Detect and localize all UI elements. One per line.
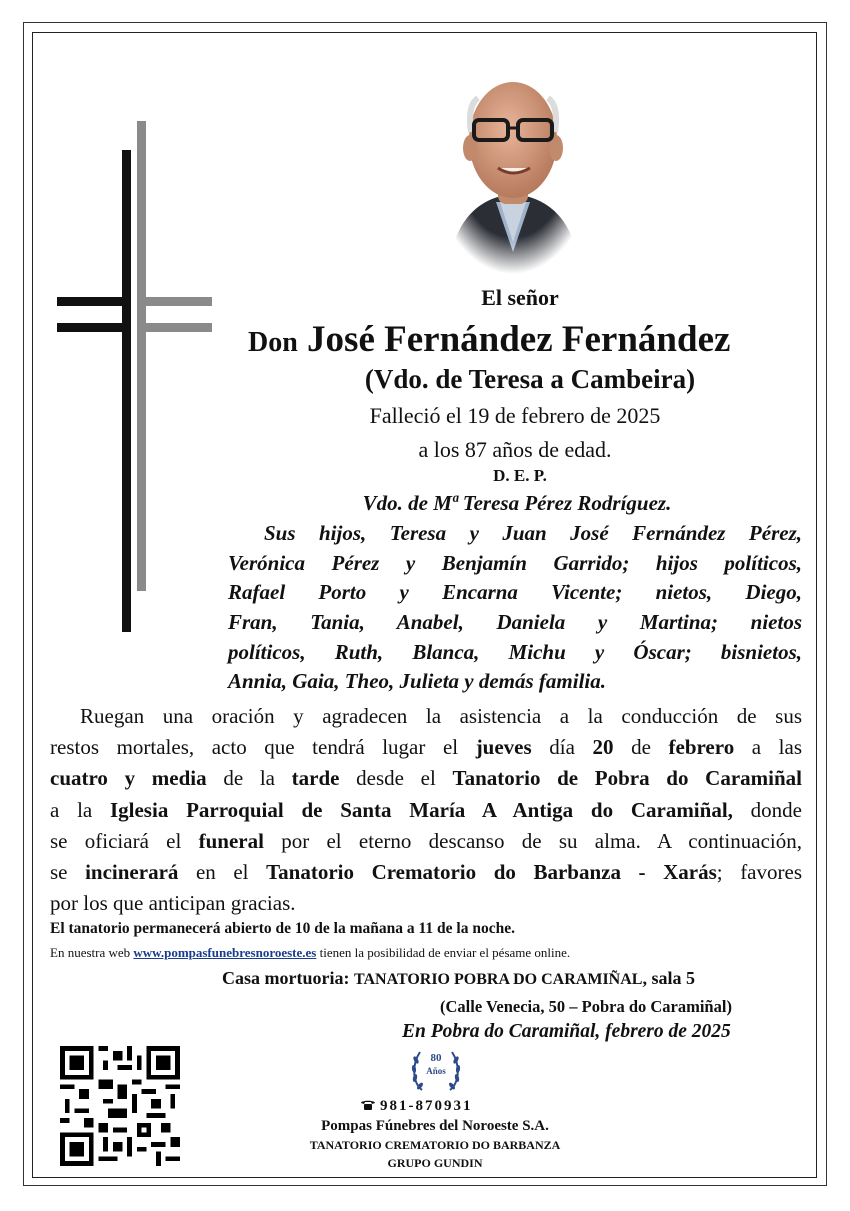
mortuary-address: (Calle Venecia, 50 – Pobra do Caramiñal): [440, 997, 732, 1016]
honorific: El señor: [481, 285, 559, 310]
widow-of: (Vdo. de Teresa a Cambeira): [364, 364, 696, 394]
family-line: Sus hijos, Teresa y Juan José Fernández Pérez,: [264, 521, 802, 545]
phone-icon: [360, 1099, 376, 1111]
cross-icon: [0, 0, 220, 640]
anniversary-number: 80: [430, 1052, 442, 1064]
phone-line: [360, 1098, 473, 1115]
body-line: Ruegan una oración y agradecen la asistencia a la conducción de sus: [80, 704, 802, 728]
qr-code[interactable]: [60, 1046, 180, 1166]
deceased-name-line: [248, 318, 730, 365]
anniversary-years: Años: [426, 1066, 446, 1076]
body-line: por los que anticipan gracias.: [50, 891, 296, 916]
family-line: Verónica Pérez y Benjamín Garrido; hijos políticos,: [228, 550, 802, 575]
group-name: GRUPO GUNDIN: [387, 1156, 483, 1170]
family-line: Fran, Tania, Anabel, Daniela y Martina; nietos: [228, 610, 802, 635]
website-link[interactable]: www.pompasfunebresnoroeste.es: [133, 945, 317, 960]
body-line: restos mortales, acto que tendrá lugar el jueves día 20 de febrero a las: [50, 735, 803, 760]
body-line: se incinerará en el Tanatorio Crematorio do Barbanza - Xarás; favores: [50, 859, 802, 884]
portrait-photo: [438, 52, 588, 274]
death-date: Falleció el 19 de febrero de 2025: [369, 403, 661, 428]
opening-hours: El tanatorio permanecerá abierto de 10 de la mañana a 11 de la noche.: [50, 920, 515, 937]
deceased-name: José Fernández Fernández: [307, 319, 731, 360]
don-label: Don: [248, 327, 298, 358]
body-line: a la Iglesia Parroquial de Santa María A Antiga do Caramiñal, donde: [50, 797, 802, 822]
dep: D. E. P.: [493, 466, 547, 485]
mortuary-place: TANATORIO POBRA DO CARAMIÑAL: [353, 971, 643, 988]
age: a los 87 años de edad.: [418, 437, 612, 462]
family-line: Rafael Porto y Encarna Vicente; nietos, Diego,: [228, 580, 802, 605]
spouse-line: Vdo. de Mª Teresa Pérez Rodríguez.: [362, 491, 672, 515]
dateline: En Pobra do Caramiñal, febrero de 2025: [402, 1021, 731, 1042]
family-list: [228, 519, 802, 697]
ceremony-text: [50, 701, 802, 919]
mortuary-line: Casa mortuoria: TANATORIO POBRA DO CARAMIÑAL, sala 5: [222, 968, 695, 988]
family-line: Annia, Gaia, Theo, Julieta y demás familia.: [228, 669, 607, 694]
web-notice: En nuestra web www.pompasfunebresnoroeste.es tienen la posibilidad de enviar el pésame online.: [50, 945, 571, 960]
body-line: se oficiará el funeral por el eterno descanso de su alma. A continuación,: [50, 828, 802, 853]
family-line: políticos, Ruth, Blanca, Michu y Óscar; bisnietos,: [228, 639, 802, 664]
body-line: cuatro y media de la tarde desde el Tanatorio de Pobra do Caramiñal: [50, 766, 803, 791]
company-name: Pompas Fúnebres del Noroeste S.A.: [321, 1118, 549, 1134]
phone-number: 981-870931: [380, 1098, 473, 1114]
crematorium-name: TANATORIO CREMATORIO DO BARBANZA: [309, 1138, 561, 1152]
